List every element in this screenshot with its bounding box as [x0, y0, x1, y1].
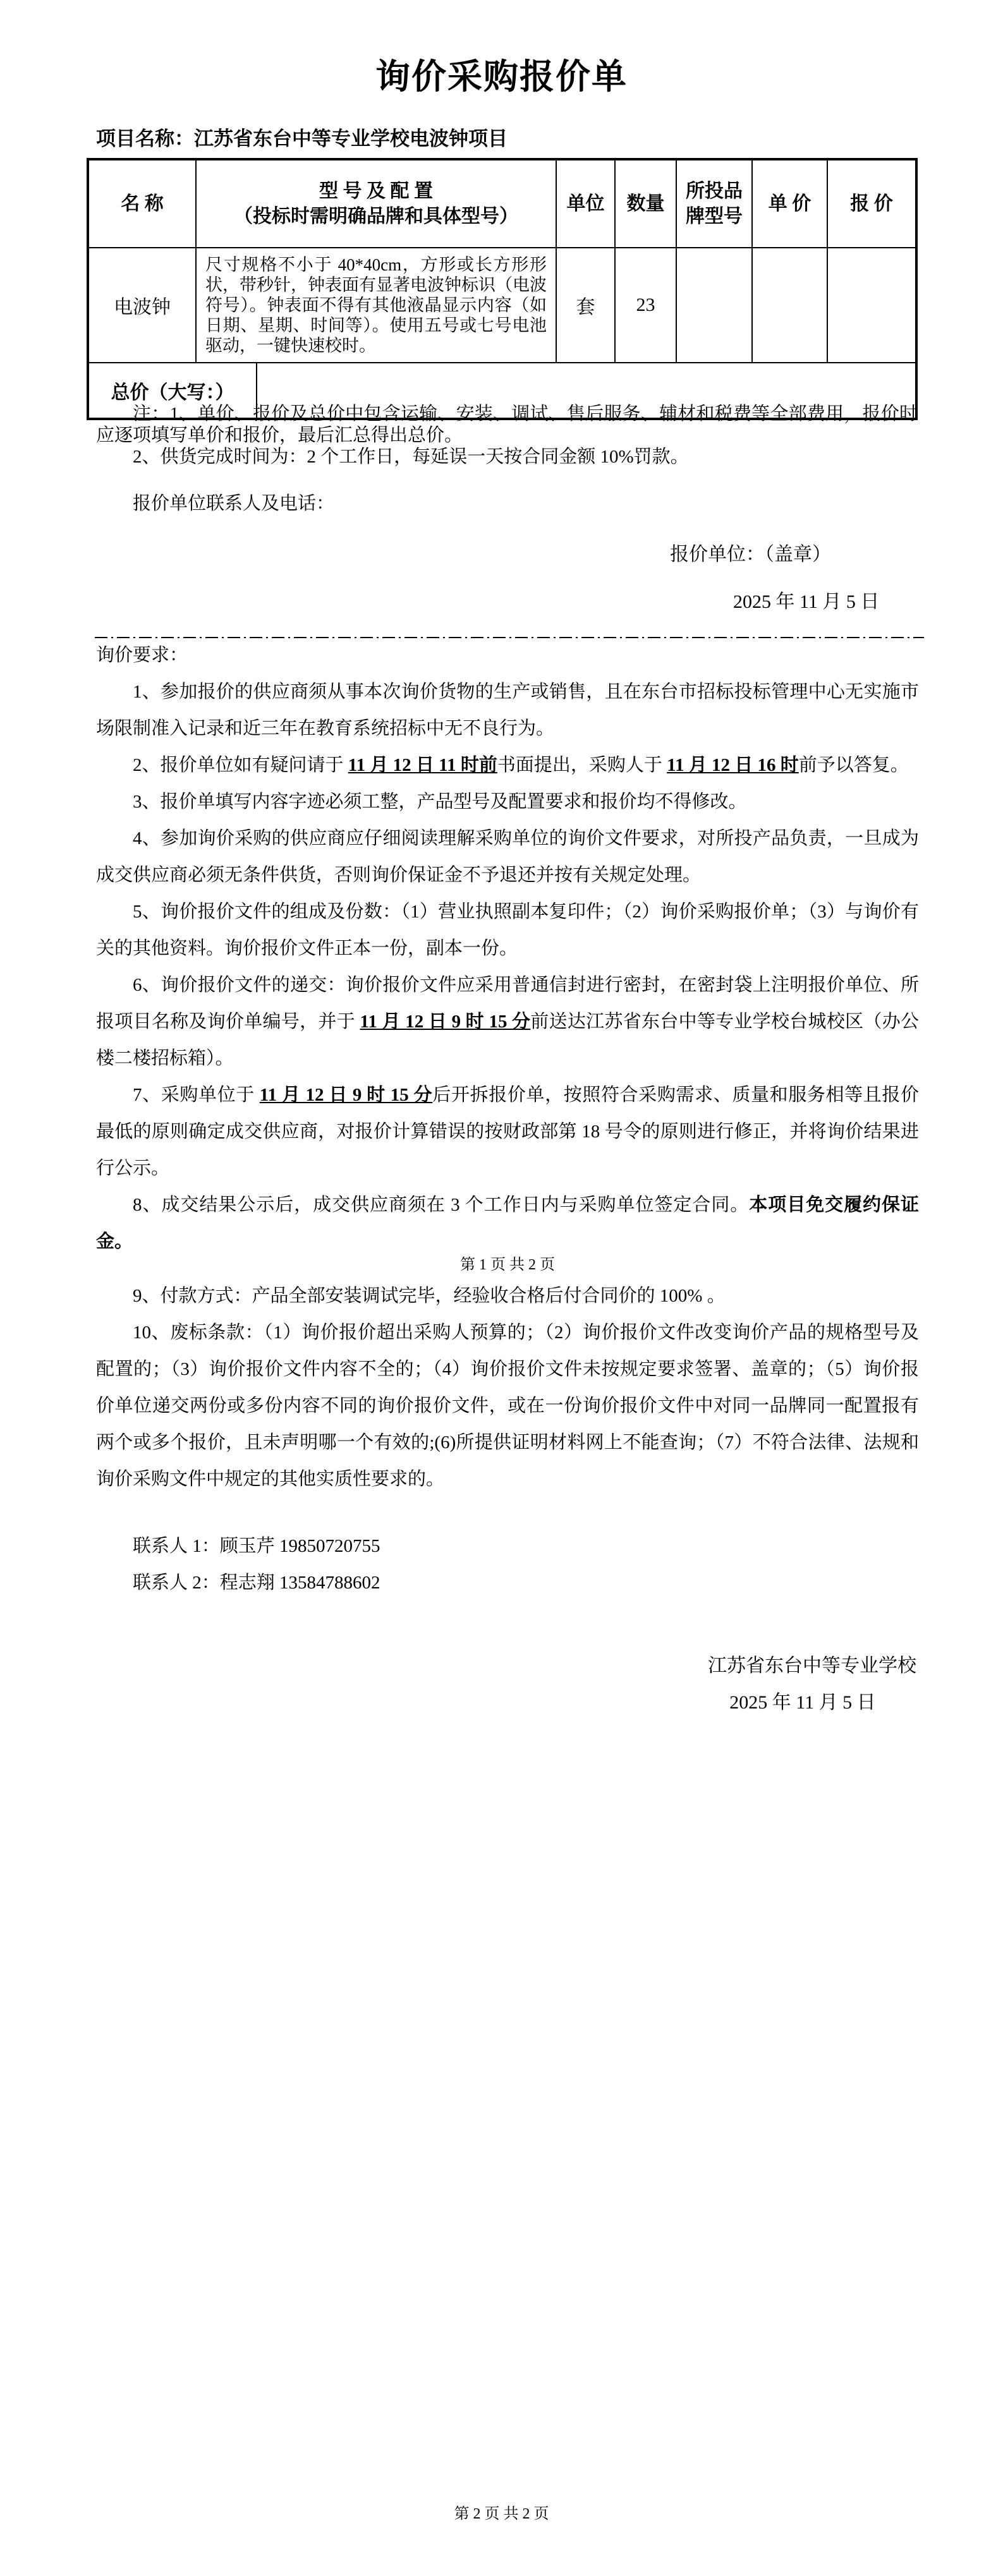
- requirement-item: [96, 674, 919, 747]
- requirement-text: 前予以答复。: [798, 755, 909, 775]
- header-spec-line1: 型 号 及 配 置: [319, 180, 433, 202]
- signature-school: 江苏省东台中等专业学校: [708, 1655, 916, 1676]
- item-unit-cell: 套: [556, 248, 615, 363]
- requirement-item: [96, 893, 919, 967]
- item-price-cell: [827, 248, 915, 363]
- contact-line-2: 联系人 2：程志翔 13584788602: [133, 1573, 380, 1593]
- requirement-item: [96, 1077, 919, 1187]
- requirement-text: 3、报价单填写内容字迹必须工整，产品型号及配置要求和报价均不得修改。: [133, 792, 747, 812]
- header-spec-line2: （投标时需明确品牌和具体型号）: [234, 205, 518, 227]
- quote-unit-stamp-line: 报价单位：（盖章）: [670, 544, 831, 565]
- project-name-line: 项目名称：江苏省东台中等专业学校电波钟项目: [96, 128, 508, 150]
- header-name: 名 称: [89, 160, 196, 248]
- notes-block: [96, 403, 918, 514]
- requirement-item: [96, 820, 919, 893]
- requirement-text: 前送达江苏省东台中等专业学校台城校区（办公楼二楼招标箱）。: [96, 1012, 919, 1068]
- requirements-heading: 询价要求：: [96, 645, 188, 665]
- requirement-text: 1、参加报价的供应商须从事本次询价货物的生产或销售，且在东台市招标投标管理中心无实施市场限制准入记录和近三年在教育系统招标中无不良行为。: [96, 682, 919, 739]
- inquiry-requirements: [96, 637, 919, 1601]
- page2-footer: 第 2 页 共 2 页: [454, 2506, 549, 2522]
- header-unit-price: 单 价: [752, 160, 827, 248]
- requirement-text: 2、报价单位如有疑问请于: [133, 755, 348, 775]
- header-brand: 所投品牌型号: [676, 160, 752, 248]
- quotation-table: [87, 158, 918, 420]
- page1-footer: 第 1 页 共 2 页: [460, 1257, 555, 1273]
- requirement-text: 9、付款方式：产品全部安装调试完毕，经验收合格后付合同价的 100% 。: [133, 1286, 726, 1306]
- header-qty: 数量: [615, 160, 676, 248]
- item-brand-cell: [676, 248, 752, 363]
- requirement-item: [96, 783, 919, 820]
- header-price: 报 价: [827, 160, 915, 248]
- requirement-text: 后开拆报价单，按照符合采购需求、质量和服务相等且报价最低的原则确定成交供应商，对报价计算错误的按财政部第 18 号令的原则进行修正，并将询价结果进行公示。: [96, 1085, 919, 1178]
- header-spec: [196, 160, 556, 248]
- contact-line-1: 联系人 1：顾玉芹 19850720755: [133, 1536, 380, 1556]
- deadline-text: 11 月 12 日 16 时: [667, 755, 799, 775]
- requirement-text: 书面提出，采购人于: [497, 755, 667, 775]
- requirement-text: 8、成交结果公示后，成交供应商须在 3 个工作日内与采购单位签定合同。: [133, 1195, 750, 1215]
- table-item-row: [89, 248, 915, 363]
- table-header-row: [89, 160, 915, 248]
- signature-date: 2025 年 11 月 5 日: [729, 1692, 876, 1713]
- page-title: 询价采购报价单: [375, 57, 628, 96]
- requirement-item: [96, 1278, 919, 1314]
- requirement-item: [96, 1314, 919, 1497]
- requirement-text: 本项目免交履约保证金。: [96, 1195, 919, 1252]
- requirement-items-page1: [96, 674, 919, 1260]
- requirement-text: 4、参加询价采购的供应商应仔细阅读理解采购单位的询价文件要求，对所投产品负责，一旦成为成交供应商必须无条件供货，否则询价保证金不予退还并按有关规定处理。: [96, 828, 919, 885]
- header-unit: 单位: [556, 160, 615, 248]
- signature-block: [689, 1648, 916, 1721]
- item-unit-price-cell: [752, 248, 827, 363]
- item-name-cell: 电波钟: [89, 248, 196, 363]
- contacts-block: [96, 1528, 919, 1601]
- requirement-text: 5、询价报价文件的组成及份数：（1）营业执照副本复印件；（2）询价采购报价单；（3）与询价有关的其他资料。询价报价文件正本一份，副本一份。: [96, 902, 919, 958]
- requirement-item: [96, 967, 919, 1077]
- deadline-text: 11 月 12 日 9 时 15 分: [360, 1012, 531, 1032]
- contact-request-line: 报价单位联系人及电话：: [133, 493, 335, 514]
- total-label: 总价（大写：）: [89, 363, 257, 418]
- item-spec-cell: 尺寸规格不小于 40*40cm，方形或长方形形状，带秒针，钟表面有显著电波钟标识（电波符号）。钟表面不得有其他液晶显示内容（如日期、星期、时间等）。使用五号或七号电池驱动，一键快速校时。: [196, 248, 556, 363]
- requirement-item: [96, 747, 919, 783]
- requirement-item: [96, 1187, 919, 1260]
- quote-date-line: 2025 年 11 月 5 日: [733, 591, 880, 612]
- requirement-text: 7、采购单位于: [133, 1085, 260, 1105]
- deadline-text: 11 月 12 日 11 时前: [348, 755, 497, 775]
- deadline-text: 11 月 12 日 9 时 15 分: [259, 1085, 433, 1105]
- note-line-1: 注：1、单价、报价及总价中包含运输、安装、调试、售后服务、辅材和税费等全部费用，报价时应逐项填写单价和报价，最后汇总得出总价。: [96, 404, 918, 445]
- item-qty-cell: 23: [615, 248, 676, 363]
- requirement-text: 6、询价报价文件的递交：询价报价文件应采用普通信封进行密封，在密封袋上注明报价单位、所报项目名称及询价单编号，并于: [96, 975, 919, 1032]
- note-line-2: 2、供货完成时间为：2 个工作日，每延误一天按合同金额 10%罚款。: [133, 447, 689, 467]
- requirement-text: 10、废标条款：（1）询价报价超出采购人预算的；（2）询价报价文件改变询价产品的规格型号及配置的；（3）询价报价文件内容不全的；（4）询价报价文件未按规定要求签署、盖章的；（5）询价报价单位递交两份或多份内容不同的询价报价文件，或在一份询价报价文件中对同一品牌同一配置报有两个或多个报价，且未声明哪一个有效的;(6)所提供证明材料网上不能查询；（7）不符合法律、法规和询价采购文件中规定的其他实质性要求的。: [96, 1322, 919, 1489]
- requirement-items-page2: [96, 1278, 919, 1497]
